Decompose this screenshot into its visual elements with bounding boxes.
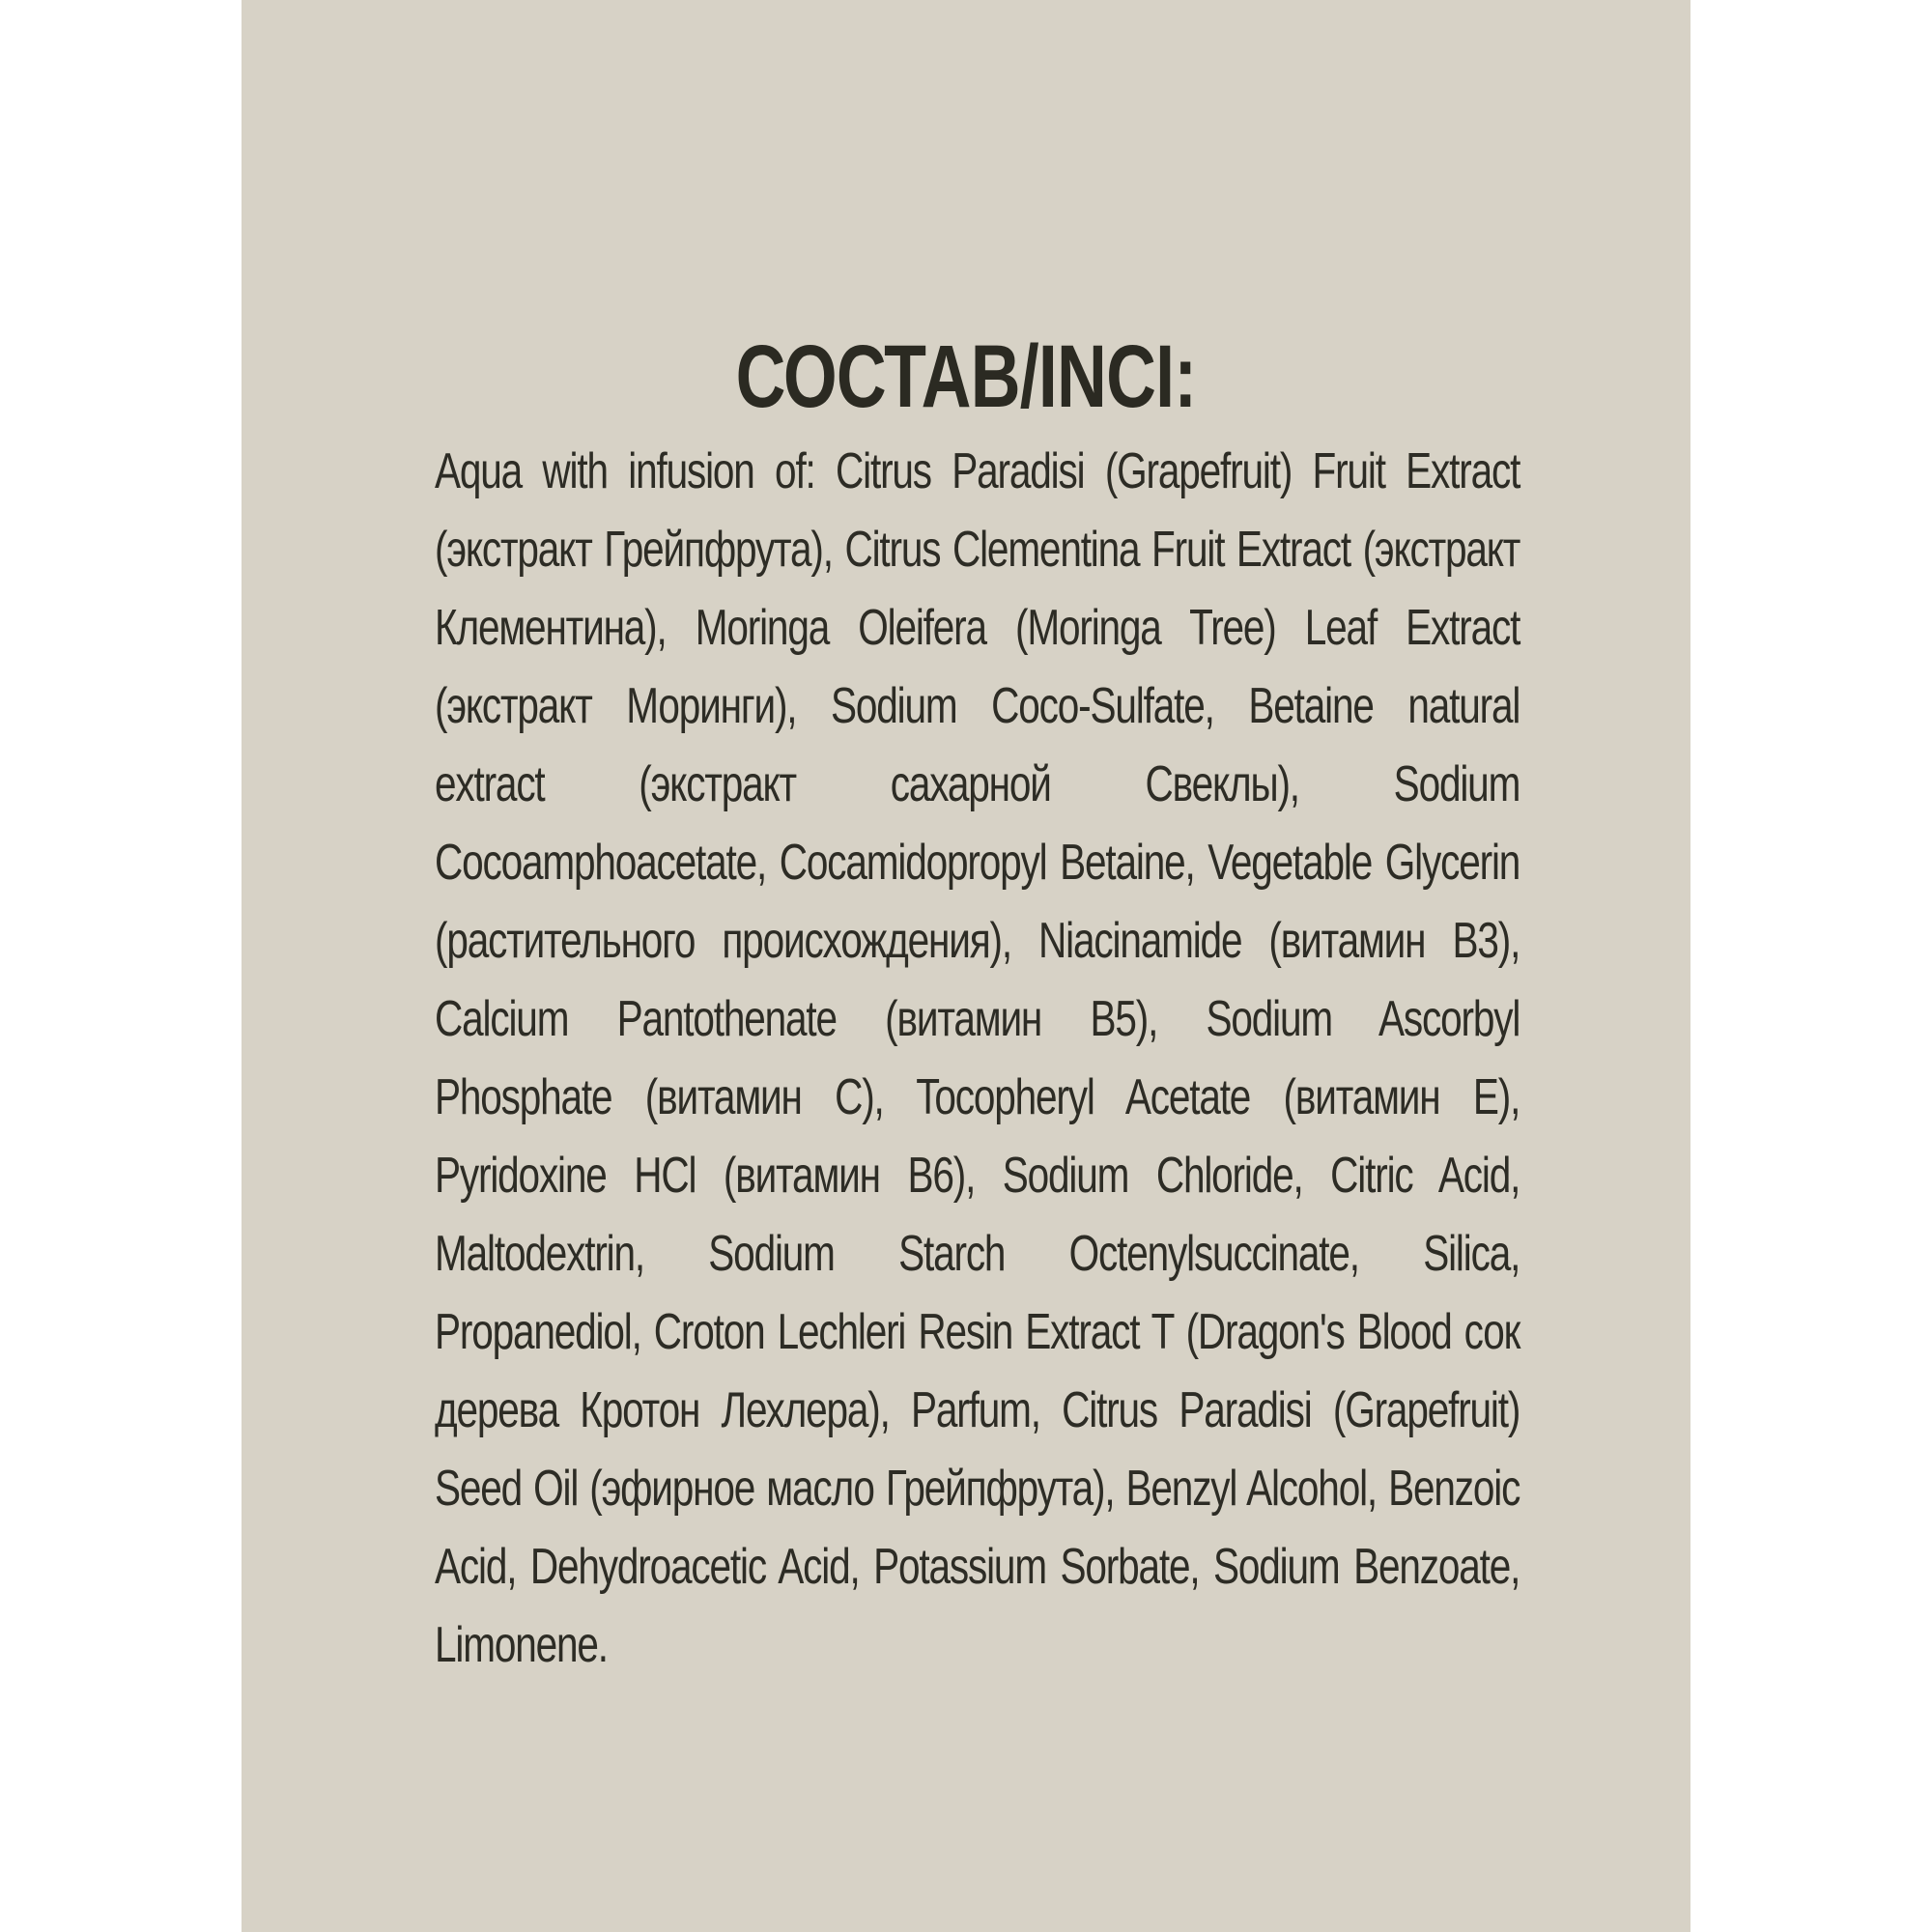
composition-heading: СОСТАВ/INCI: <box>735 327 1197 426</box>
beige-panel <box>242 0 1690 1932</box>
ingredients-text: Aqua with infusion of: Citrus Paradisi (Grapefruit) Fruit Extract (экстракт Грейпфрута), Citrus Clementina Fruit Extract (экстракт Клементина), Moringa Oleifera (Moringa Tree) Leaf Extract (экстракт Моринги), Sodium Coco-Sulfate, Betaine natural extract (экстракт сахарной Свеклы), Sodium Cocoamphoacetate, Cocamidopropyl Betaine, Vegetable Glycerin (растительного происхождения), Niacinamide (витамин B3), Calcium Pantothenate (витамин B5), Sodium Ascorbyl Phosphate (витамин C), Tocopheryl Acetate (витамин E), Pyridoxine HCl (витамин B6), Sodium Chloride, Citric Acid, Maltodextrin, Sodium Starch Octenylsuccinate, Silica, Propanediol, Croton Lechleri Resin Extract T (Dragon's Blood сок дерева Кротон Лехлера), Parfum, Citrus Paradisi (Grapefruit) Seed Oil (эфирное масло Грейпфрута), Benzyl Alcohol, Benzoic Acid, Dehydroacetic Acid, Potassium Sorbate, Sodium Benzoate, Limonene. <box>435 443 1520 1673</box>
ingredients-block <box>435 433 1520 1685</box>
